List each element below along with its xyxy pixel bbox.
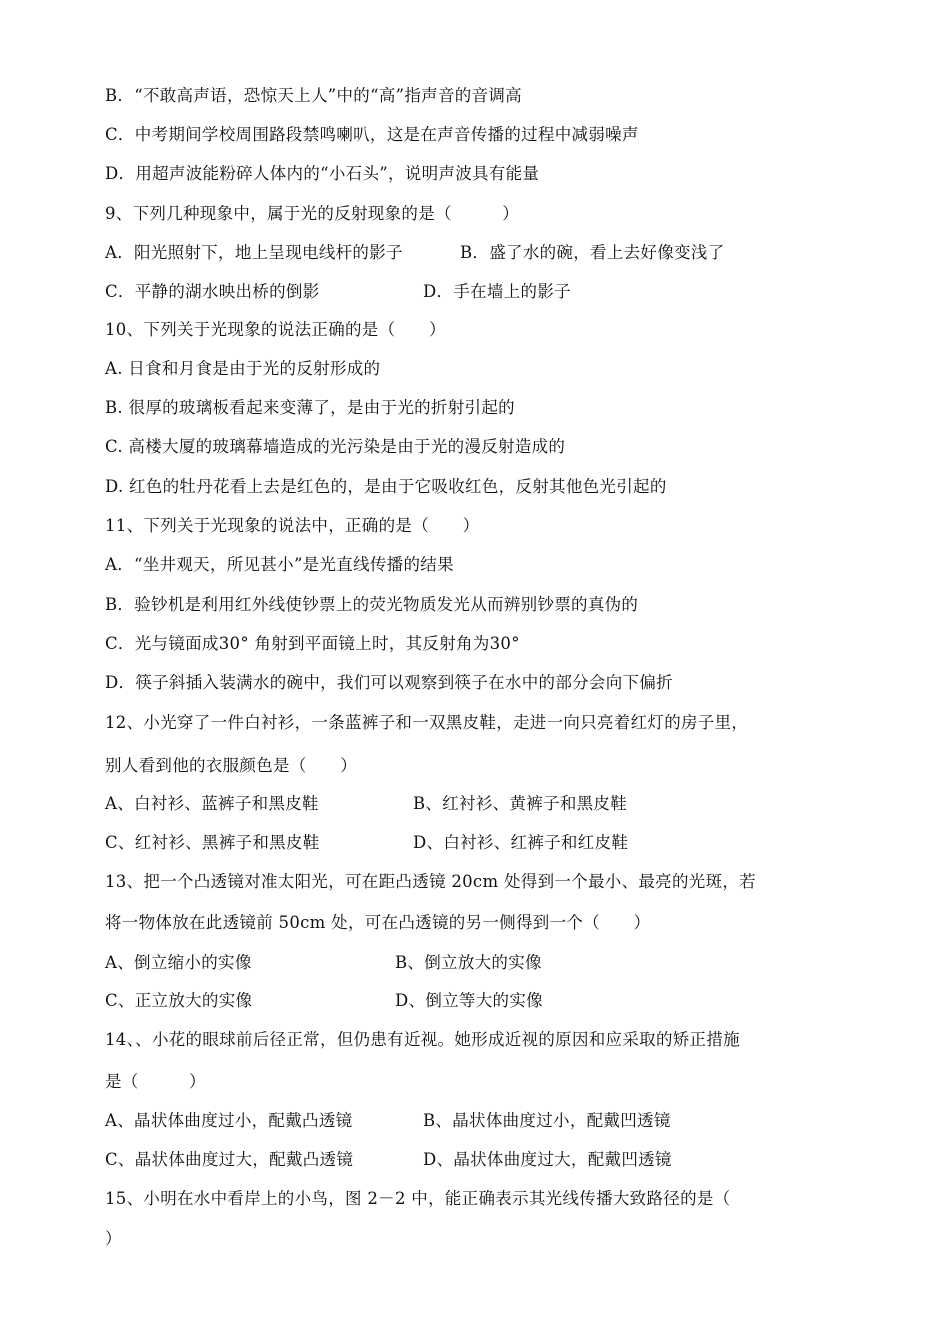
q8-option-d: D．用超声波能粉碎人体内的“小石头”，说明声波具有能量 (105, 164, 540, 183)
question-9: 9、下列几种现象中，属于光的反射现象的是（ ） (105, 204, 519, 223)
question-13-continued: 将一物体放在此透镜前 50cm 处，可在凸透镜的另一侧得到一个（ ） (105, 913, 651, 932)
q12-options-cd (105, 833, 890, 853)
question-12-continued: 别人看到他的衣服颜色是（ ） (105, 756, 357, 775)
q11-option-c: C．光与镜面成30° 角射到平面镜上时，其反射角为30° (105, 634, 520, 653)
question-15: 15、小明在水中看岸上的小鸟，图 2－2 中，能正确表示其光线传播大致路径的是（ (105, 1189, 731, 1208)
q14-option-a: A、晶状体曲度过小，配戴凸透镜 (105, 1111, 353, 1130)
q14-options-ab (105, 1111, 890, 1131)
q12-options-ab (105, 794, 890, 814)
question-10: 10、下列关于光现象的说法正确的是（ ） (105, 320, 446, 339)
q11-option-d: D．筷子斜插入装满水的碗中，我们可以观察到筷子在水中的部分会向下偏折 (105, 673, 673, 692)
question-12: 12、小光穿了一件白衬衫，一条蓝裤子和一双黑皮鞋，走进一向只亮着红灯的房子里， (105, 713, 749, 732)
question-11: 11、下列关于光现象的说法中，正确的是（ ） (105, 516, 480, 535)
question-13: 13、把一个凸透镜对准太阳光，可在距凸透镜 20cm 处得到一个最小、最亮的光斑，若 (105, 872, 756, 891)
q9-option-d: D．手在墙上的影子 (423, 282, 571, 301)
q12-option-c: C、红衬衫、黑裤子和黑皮鞋 (105, 833, 320, 852)
q12-option-b: B、红衬衫、黄裤子和黑皮鞋 (413, 794, 628, 813)
q8-option-b: B．“不敢高声语，恐惊天上人”中的“高”指声音的音调高 (105, 86, 522, 105)
q9-option-c: C．平静的湖水映出桥的倒影 (105, 282, 320, 301)
question-14-continued: 是（ ） (105, 1072, 206, 1091)
q13-options-cd (105, 991, 890, 1011)
q10-option-d: D. 红色的牡丹花看上去是红色的，是由于它吸收红色，反射其他色光引起的 (105, 477, 667, 496)
question-15-continued: ） (105, 1229, 122, 1248)
q14-option-c: C、晶状体曲度过大，配戴凸透镜 (105, 1150, 354, 1169)
q10-option-c: C. 高楼大厦的玻璃幕墙造成的光污染是由于光的漫反射造成的 (105, 437, 566, 456)
q13-option-a: A、倒立缩小的实像 (105, 953, 252, 972)
q14-options-cd (105, 1150, 890, 1170)
q11-option-a: A．“坐井观天，所见甚小”是光直线传播的结果 (105, 555, 454, 574)
question-14: 14、、小花的眼球前后径正常，但仍患有近视。她形成近视的原因和应采取的矫正措施 (105, 1030, 740, 1049)
q14-option-b: B、晶状体曲度过小，配戴凹透镜 (423, 1111, 671, 1130)
q9-option-b: B．盛了水的碗，看上去好像变浅了 (460, 243, 725, 262)
q13-option-d: D、倒立等大的实像 (395, 991, 543, 1010)
q13-option-c: C、正立放大的实像 (105, 991, 253, 1010)
q9-option-a: A．阳光照射下，地上呈现电线杆的影子 (105, 243, 403, 262)
q12-option-a: A、白衬衫、蓝裤子和黑皮鞋 (105, 794, 319, 813)
q10-option-b: B. 很厚的玻璃板看起来变薄了，是由于光的折射引起的 (105, 398, 515, 417)
q10-option-a: A. 日食和月食是由于光的反射形成的 (105, 359, 381, 378)
q9-options-cd (105, 282, 890, 302)
q13-option-b: B、倒立放大的实像 (395, 953, 542, 972)
q11-option-b: B．验钞机是利用红外线使钞票上的荧光物质发光从而辨别钞票的真伪的 (105, 595, 639, 614)
q8-option-c: C．中考期间学校周围路段禁鸣喇叭，这是在声音传播的过程中减弱噪声 (105, 125, 639, 144)
q12-option-d: D、白衬衫、红裤子和红皮鞋 (413, 833, 629, 852)
q9-options-ab (105, 243, 890, 263)
q13-options-ab (105, 953, 890, 973)
q14-option-d: D、晶状体曲度过大，配戴凹透镜 (423, 1150, 672, 1169)
